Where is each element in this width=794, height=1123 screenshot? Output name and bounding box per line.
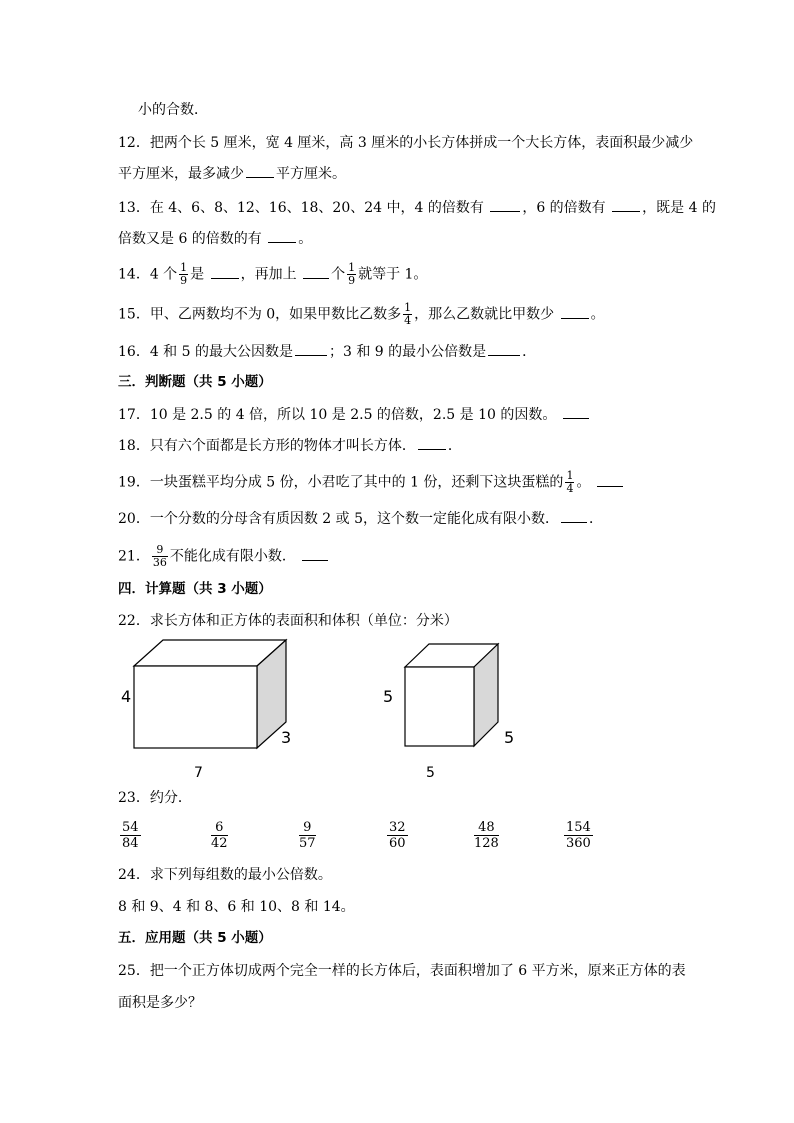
fraction-154-360 (564, 820, 593, 851)
q15-text-b: ，那么乙数就比甲数少 (414, 306, 555, 323)
q18-line (118, 435, 462, 456)
fraction-denominator: 42 (211, 836, 228, 851)
q13-text-e: 。 (298, 231, 313, 247)
fraction (565, 470, 574, 495)
q17-text: 17．10 是 2.5 的 4 倍，所以 10 是 2.5 的倍数，2.5 是 10 的因数。 (118, 407, 557, 423)
q12-text-b: 平方厘米。 (276, 166, 346, 182)
fraction-numerator: 6 (211, 820, 228, 836)
cube-depth-label: 5 (504, 728, 515, 747)
fraction-48-128 (474, 820, 499, 851)
fraction-9-57 (299, 820, 316, 851)
fraction-denominator: 57 (299, 836, 316, 851)
fraction-numerator: 1 (348, 261, 356, 274)
fraction-6-42 (211, 820, 228, 851)
fraction-numerator: 9 (152, 544, 168, 557)
q16-text-a: 16．4 和 5 的最大公因数是 (118, 344, 293, 360)
q14-text-a: 14．4 个 (118, 266, 178, 283)
fraction-denominator: 84 (122, 836, 139, 851)
q15-text-c: 。 (590, 306, 605, 323)
q21-line (118, 544, 330, 569)
answer-blank[interactable] (246, 163, 274, 178)
fraction-numerator: 1 (404, 301, 412, 314)
fraction-numerator: 154 (566, 820, 591, 835)
q20-end: ． (588, 511, 603, 527)
fraction-denominator: 4 (404, 314, 412, 327)
q18-end: ． (447, 438, 462, 454)
q16-text-b: ；3 和 9 的最小公倍数是 (328, 344, 487, 360)
cube-length-label: 5 (426, 765, 435, 781)
answer-blank[interactable] (303, 264, 329, 279)
q15-text-a: 15．甲、乙两数均不为 0，如果甲数比乙数多 (118, 306, 402, 323)
q20-text: 20．一个分数的分母含有质因数 2 或 5，这个数一定能化成有限小数． (118, 511, 559, 527)
q23-text: 23．约分． (118, 790, 192, 806)
q14-text-e: 就等于 1。 (358, 266, 428, 283)
q12-text-a: 平方厘米，最多减少 (118, 166, 244, 182)
section-heading-calculation: 四．计算题（共 3 小题） (118, 581, 272, 597)
fraction-54-84 (120, 820, 141, 851)
answer-blank[interactable] (563, 404, 589, 419)
q14-text-d: 个 (331, 266, 346, 283)
answer-blank[interactable] (561, 508, 587, 523)
q19-text-b: 。 (576, 474, 591, 491)
q13-text-b: ，6 的倍数有 (522, 200, 606, 216)
fraction-numerator: 1 (566, 469, 574, 482)
q19-line (118, 470, 625, 495)
q16-text-c: ． (522, 344, 537, 360)
fraction-numerator: 54 (122, 820, 139, 835)
answer-blank[interactable] (268, 228, 296, 243)
q14-text-b: 是 (190, 266, 205, 283)
cuboid-depth-label: 3 (281, 728, 292, 747)
cube-height-label: 5 (383, 687, 394, 706)
fraction-denominator: 360 (566, 836, 591, 851)
q16-line (118, 341, 536, 362)
fraction-numerator: 9 (299, 820, 316, 836)
q18-text: 18．只有六个面都是长方形的物体才叫长方体． (118, 438, 416, 454)
q19-text-a: 19．一块蛋糕平均分成 5 份，小君吃了其中的 1 份，还剩下这块蛋糕的 (118, 474, 564, 491)
q14-text-c: ，再加上 (240, 266, 297, 283)
q24-groups: 8 和 9、4 和 8、6 和 10、8 和 14。 (118, 899, 355, 915)
fraction-32-60 (387, 820, 408, 851)
cuboid-front-face (134, 666, 257, 748)
answer-blank[interactable] (597, 472, 623, 487)
q13-line2 (118, 228, 312, 249)
q12-line1: 12．把两个长 5 厘米，宽 4 厘米，高 3 厘米的小长方体拼成一个大长方体，表面积最少减少 (118, 135, 694, 151)
cuboid-height-label: 4 (121, 687, 132, 706)
section-heading-application: 五．应用题（共 5 小题） (118, 930, 272, 946)
section-heading-judgement: 三．判断题（共 5 小题） (118, 374, 272, 390)
answer-blank[interactable] (211, 264, 239, 279)
q14-line (118, 262, 427, 287)
q17-line (118, 404, 591, 425)
answer-blank[interactable] (295, 341, 327, 356)
answer-blank[interactable] (418, 435, 446, 450)
q13-text-a: 13．在 4、6、8、12、16、18、20、24 中，4 的倍数有 (118, 200, 484, 216)
q22-text: 22．求长方体和正方体的表面积和体积（单位：分米） (118, 613, 458, 629)
q20-line (118, 508, 603, 529)
fraction-denominator: 9 (348, 274, 356, 287)
fraction-denominator: 9 (180, 274, 188, 287)
fraction-denominator: 60 (389, 836, 406, 851)
q21-text-b: 不能化成有限小数． (169, 548, 296, 565)
q11-tail: 小的合数． (138, 102, 208, 118)
answer-blank[interactable] (488, 341, 520, 356)
cube-figure (400, 642, 510, 752)
cube-front-face (405, 667, 474, 746)
answer-blank[interactable] (302, 546, 328, 561)
fraction-numerator: 1 (180, 261, 188, 274)
q13-text-c: ，既是 4 的 (642, 200, 716, 216)
q24-text: 24．求下列每组数的最小公倍数。 (118, 867, 332, 883)
q25-line1: 25．把一个正方体切成两个完全一样的长方体后，表面积增加了 6 平方米，原来正方体的表 (118, 963, 686, 979)
fraction-denominator: 36 (152, 556, 167, 569)
q21-text-a: 21． (118, 548, 150, 565)
fraction (347, 262, 356, 287)
answer-blank[interactable] (612, 197, 640, 212)
q15-line (118, 302, 605, 327)
fraction-numerator: 32 (389, 820, 406, 835)
answer-blank[interactable] (490, 197, 520, 212)
fraction-numerator: 48 (474, 820, 499, 836)
fraction (179, 262, 188, 287)
q13-line1 (118, 197, 716, 218)
q13-text-d: 倍数又是 6 的倍数的有 (118, 231, 262, 247)
fraction-denominator: 4 (566, 482, 574, 495)
fraction (152, 544, 168, 569)
fraction-denominator: 128 (474, 836, 499, 851)
fraction (403, 302, 412, 327)
cuboid-length-label: 7 (194, 765, 203, 781)
answer-blank[interactable] (561, 304, 589, 319)
q25-line2: 面积是多少？ (118, 995, 202, 1011)
q12-line2 (118, 163, 346, 184)
